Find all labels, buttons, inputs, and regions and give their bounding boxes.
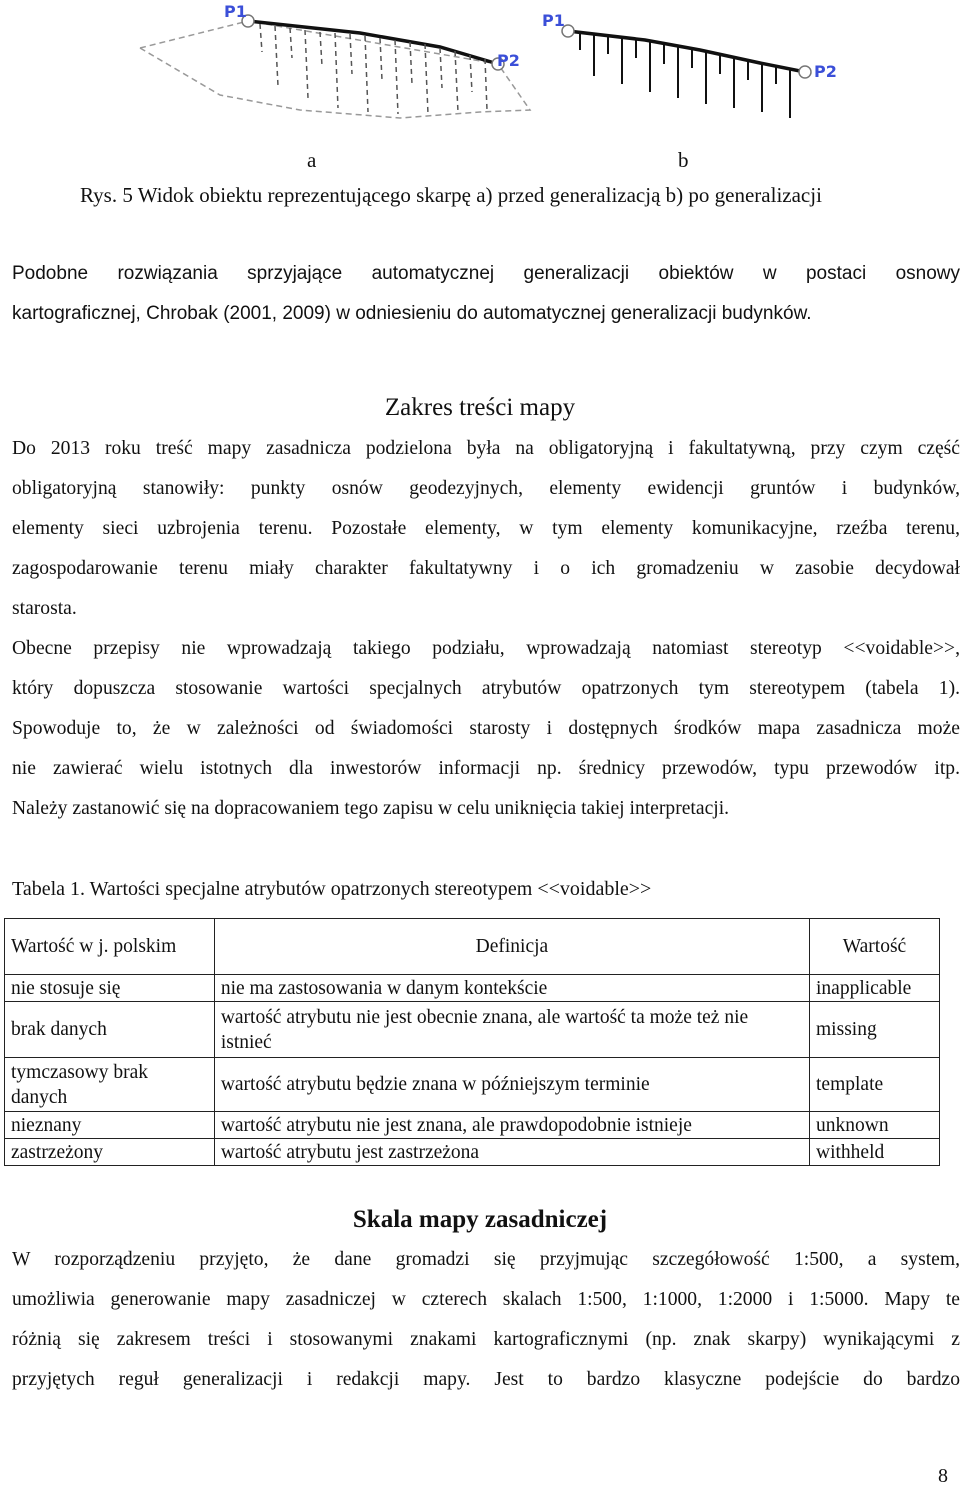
paragraph-line: starosta. [12,598,77,619]
table-header-row [5,919,940,975]
figure-panel-a [140,2,530,118]
figure-panel-b [542,11,837,118]
figure-part-label-b: b [678,148,689,172]
figure-part-label-a: a [307,148,317,172]
paragraph-line: Do 2013 roku treść mapy zasadnicza podzielona była na obligatoryjną i fakultatywną, przy czym część [12,438,960,459]
table-cell: nieznany [5,1112,215,1139]
table-cell: tymczasowy brak danych [5,1058,215,1112]
table-header-cell: Definicja [214,919,809,975]
table-cell: template [810,1058,940,1112]
table-cell: zastrzeżony [5,1139,215,1166]
table-cell: inapplicable [810,975,940,1002]
table-header-cell: Wartość [810,919,940,975]
table-cell: withheld [810,1139,940,1166]
embankment-figure [0,0,960,135]
section-heading-skala: Skala mapy zasadniczej [352,1206,608,1233]
table-cell: nie stosuje się [5,975,215,1002]
table-cell: missing [810,1002,940,1058]
paragraph-line: Spowoduje to, że w zależności od świadomości starosty i dostępnych środków mapa zasadnicza może [12,718,960,739]
intro-paragraph [12,263,960,343]
point-label-p2-a: P2 [497,51,520,70]
intro-line: kartograficznej, Chrobak (2001, 2009) w odniesieniu do automatycznej generalizacji budynków. [12,303,812,324]
table-cell: wartość atrybutu nie jest obecnie znana, ale wartość ta może też nie istnieć [214,1002,809,1058]
voidable-values-table [4,918,940,1166]
paragraph-line: który dopuszcza stosowanie wartości specjalnych atrybutów opatrzonych tym stereotypem (tabela 1). [12,678,960,699]
table-cell: wartość atrybutu jest zastrzeżona [214,1139,809,1166]
paragraph-line: elementy sieci uzbrojenia terenu. Pozostałe elementy, w tym elementy komunikacyjne, rzeźba terenu, [12,518,960,539]
table-cell: wartość atrybutu nie jest znana, ale prawdopodobnie istnieje [214,1112,809,1139]
table-row [5,1002,940,1058]
table-row [5,1112,940,1139]
section2-paragraph [12,1249,960,1409]
paragraph-line: W rozporządzeniu przyjęto, że dane gromadzi się przyjmując szczegółowość 1:500, a system, [12,1249,960,1270]
figure-caption: Rys. 5 Widok obiektu reprezentującego skarpę a) przed generalizacją b) po generalizacji [80,183,822,207]
point-label-p2-b: P2 [814,62,837,81]
point-label-p1-b: P1 [542,11,565,30]
section1-paragraph-2 [12,638,960,838]
intro-line: Podobne rozwiązania sprzyjające automatycznej generalizacji obiektów w postaci osnowy [12,263,960,284]
paragraph-line: umożliwia generowanie mapy zasadniczej w czterech skalach 1:500, 1:1000, 1:2000 i 1:5000. Mapy te [12,1289,960,1310]
table-header-cell: Wartość w j. polskim [5,919,215,975]
paragraph-line: różnią się zakresem treści i stosowanymi znakami kartograficznymi (np. znak skarpy) wynikającymi z [12,1329,960,1350]
table-cell: wartość atrybutu będzie znana w późniejszym terminie [214,1058,809,1112]
paragraph-line: Należy zastanowić się na dopracowaniem tego zapisu w celu uniknięcia takiej interpretacji. [12,798,730,819]
page-number: 8 [938,1465,948,1487]
section-heading-zakres: Zakres treści mapy [384,394,576,421]
paragraph-line: nie zawierać wielu istotnych dla inwestorów informacji np. średnicy przewodów, typu przewodów itp. [12,758,960,779]
table-cell: nie ma zastosowania w danym kontekście [214,975,809,1002]
section1-paragraph-1 [12,438,960,638]
table-row [5,975,940,1002]
table-caption: Tabela 1. Wartości specjalne atrybutów opatrzonych stereotypem <<voidable>> [12,878,652,900]
paragraph-line: Obecne przepisy nie wprowadzają takiego podziału, wprowadzają natomiast stereotyp <<voidable>>, [12,638,960,659]
table-cell: unknown [810,1112,940,1139]
table-row [5,1139,940,1166]
paragraph-line: przyjętych reguł generalizacji i redakcji mapy. Jest to bardzo klasyczne podejście do bardzo [12,1369,960,1390]
table-cell: brak danych [5,1002,215,1058]
paragraph-line: obligatoryjną stanowiły: punkty osnów geodezyjnych, elementy ewidencji gruntów i budynków, [12,478,960,499]
table-row [5,1058,940,1112]
paragraph-line: zagospodarowanie terenu miały charakter fakultatywny i o ich gromadzeniu w zasobie decydował [12,558,960,579]
point-label-p1-a: P1 [224,2,247,21]
